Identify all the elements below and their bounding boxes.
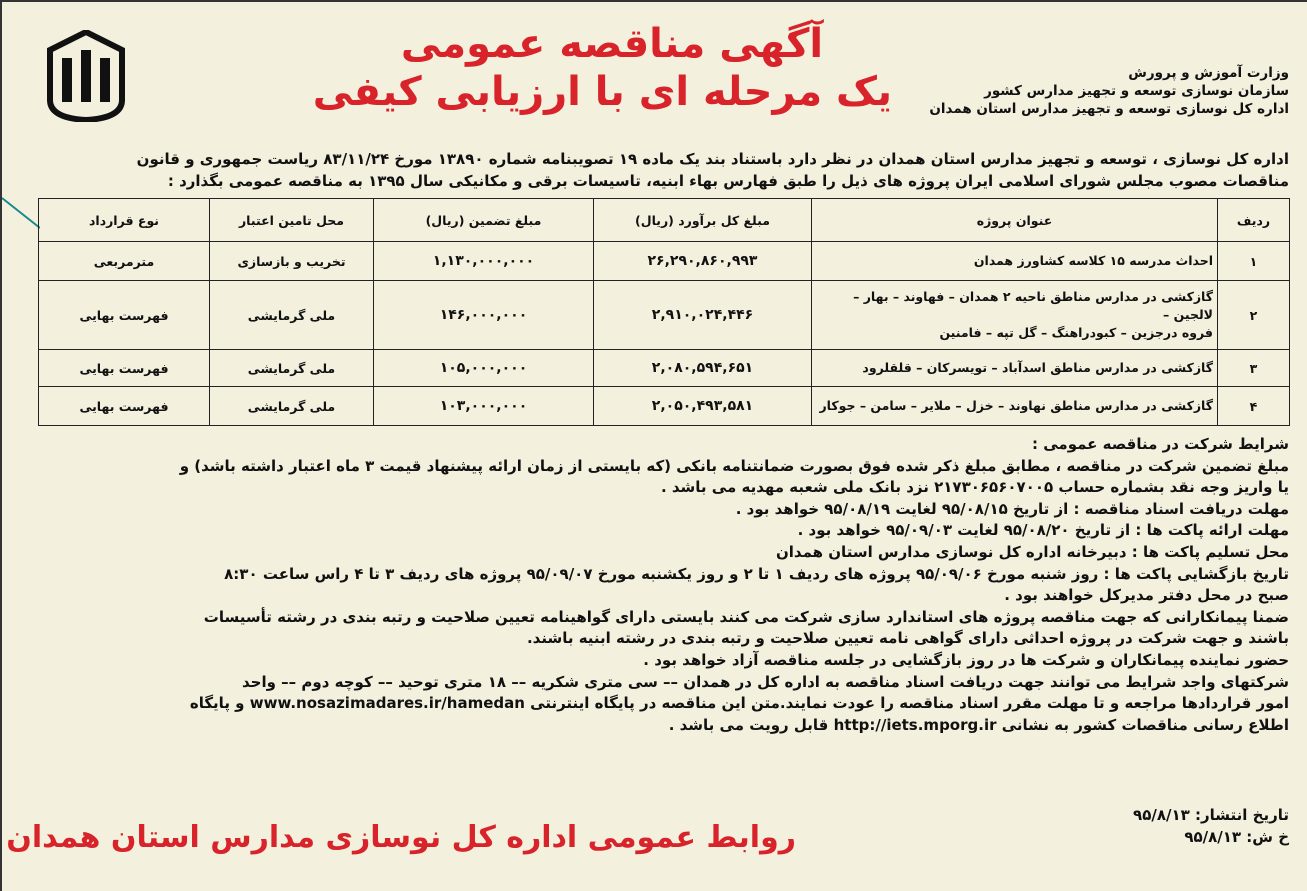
table-row <box>39 387 1290 426</box>
condition-line: مبلغ تضمین شرکت در مناقصه ، مطابق مبلغ ذکر شده فوق بصورت ضمانتنامه بانکی (که بایستی از زمان ارائه پیشنهاد قیمت ۳ ماه اعتبار داشته باشد) و <box>179 456 1289 475</box>
cell-row-number: ۳ <box>1218 350 1290 387</box>
cell-project-title <box>812 387 1218 426</box>
cell-estimate: ۲۶,۲۹۰,۸۶۰,۹۹۳ <box>594 242 812 281</box>
condition-line: تاریخ بازگشایی پاکت ها : روز شنبه مورخ ۹۵/۰۹/۰۶ پروژه های ردیف ۱ تا ۲ و روز یکشنبه مورخ ۹۵/۰۹/۰۷ پروژه های ردیف ۳ تا ۴ راس ساعت ۸:۳۰ <box>224 564 1289 583</box>
condition-line: باشند و جهت شرکت در پروژه احداثی دارای گواهی نامه تعیین صلاحیت و رتبه بندی در رشته ابنیه باشند. <box>526 629 1289 648</box>
cell-contract-type: فهرست بهایی <box>39 350 210 387</box>
cell-estimate: ۲,۰۵۰,۴۹۳,۵۸۱ <box>594 387 812 426</box>
organization-block <box>899 64 1289 118</box>
cell-project-title <box>812 242 1218 281</box>
cell-estimate: ۲,۰۸۰,۵۹۴,۶۵۱ <box>594 350 812 387</box>
org-line-ministry: وزارت آموزش و پرورش <box>1128 65 1289 81</box>
cell-funding: ملی گرمایشی <box>210 387 374 426</box>
publication-date: تاریخ انتشار: ۹۵/۸/۱۳ <box>1133 806 1289 824</box>
org-line-department: اداره کل نوسازی توسعه و تجهیز مدارس استان همدان <box>929 101 1289 117</box>
cell-contract-type: فهرست بهایی <box>39 281 210 350</box>
ministry-logo-icon <box>46 30 126 122</box>
cell-row-number: ۱ <box>1218 242 1290 281</box>
cell-guarantee: ۱۰۵,۰۰۰,۰۰۰ <box>374 350 594 387</box>
cell-funding: ملی گرمایشی <box>210 281 374 350</box>
cell-project-title <box>812 281 1218 350</box>
projects-table <box>38 198 1290 426</box>
cell-guarantee: ۱۰۳,۰۰۰,۰۰۰ <box>374 387 594 426</box>
header-guarantee: مبلغ تضمین (ریال) <box>374 199 594 242</box>
header-funding: محل تامین اعتبار <box>210 199 374 242</box>
org-line-organization: سازمان نوسازی توسعه و تجهیز مدارس کشور <box>984 83 1289 99</box>
title-line-1: آگهی مناقصه عمومی <box>400 21 824 67</box>
table-row <box>39 242 1290 281</box>
project-title-line: گازکشی در مدارس مناطق نهاوند – خزل – ملایر – سامن – جوکار <box>819 398 1213 413</box>
cell-funding: تخریب و بازسازی <box>210 242 374 281</box>
kh-sh-code: خ ش: ۹۵/۸/۱۳ <box>1184 827 1289 846</box>
publication-info <box>1133 805 1289 848</box>
condition-line: اطلاع رسانی مناقصات کشور به نشانی http://iets.mporg.ir قابل رویت می باشد . <box>668 715 1289 734</box>
conditions-heading: شرایط شرکت در مناقصه عمومی : <box>1032 435 1289 453</box>
condition-line: محل تسلیم پاکت ها : دبیرخانه اداره کل نوسازی مدارس استان همدان <box>775 542 1289 561</box>
condition-line: یا واریز وجه نقد بشماره حساب ۲۱۷۳۰۶۵۶۰۷۰۰۵ نزد بانک ملی شعبه مهدیه می باشد . <box>660 478 1289 497</box>
project-title-line: احداث مدرسه ۱۵ کلاسه کشاورز همدان <box>973 253 1213 268</box>
cell-guarantee: ۱۴۶,۰۰۰,۰۰۰ <box>374 281 594 350</box>
title-line-2: یک مرحله ای با ارزیابی کیفی <box>312 69 892 115</box>
intro-line: مناقصات مصوب مجلس شورای اسلامی ایران پروژه های ذیل را طبق فهارس بهاء ابنیه، تاسیسات برقی و مکانیکی سال ۱۳۹۵ به مناقصه عمومی بگذارد : <box>167 172 1289 190</box>
table-row <box>39 350 1290 387</box>
cell-funding: ملی گرمایشی <box>210 350 374 387</box>
notice-title <box>312 20 892 116</box>
cell-estimate: ۲,۹۱۰,۰۲۴,۴۴۶ <box>594 281 812 350</box>
intro-paragraph <box>42 148 1289 192</box>
header-row-number: ردیف <box>1218 199 1290 242</box>
cell-contract-type: مترمربعی <box>39 242 210 281</box>
header-estimate: مبلغ کل برآورد (ریال) <box>594 199 812 242</box>
project-title-line: گازکشی در مدارس مناطق اسدآباد – تویسرکان – قلقلرود <box>862 360 1213 375</box>
intro-line: اداره کل نوسازی ، توسعه و تجهیز مدارس استان همدان در نظر دارد باستناد بند یک ماده ۱۹ تصویبنامه شماره ۱۳۸۹۰ مورخ ۸۳/۱۱/۲۴ ریاست جمهوری و قانون <box>136 150 1289 168</box>
condition-line: مهلت دریافت اسناد مناقصه : از تاریخ ۹۵/۰۸/۱۵ لغایت ۹۵/۰۸/۱۹ خواهد بود . <box>735 499 1289 518</box>
condition-line: امور قراردادها مراجعه و تا مهلت مقرر اسناد مناقصه را عودت نمایند.متن این مناقصه در پایگاه اینترنتی www.nosazimadares.ir/hamedan و پایگاه <box>189 694 1289 713</box>
cell-project-title <box>812 350 1218 387</box>
project-title-line: گازکشی در مدارس مناطق ناحیه ۲ همدان – فهاوند – بهار – لالجین – <box>853 289 1213 322</box>
cell-row-number: ۲ <box>1218 281 1290 350</box>
condition-line: صبح در محل دفتر مدیرکل خواهند بود . <box>1004 586 1289 605</box>
cell-guarantee: ۱,۱۳۰,۰۰۰,۰۰۰ <box>374 242 594 281</box>
conditions-section <box>42 434 1289 736</box>
public-relations-signature: روابط عمومی اداره کل نوسازی مدارس استان همدان <box>6 820 796 855</box>
teal-arrow-marker <box>2 192 40 232</box>
cell-contract-type: فهرست بهایی <box>39 387 210 426</box>
table-row <box>39 281 1290 350</box>
table-header-row <box>39 199 1290 242</box>
header-contract-type: نوع قرارداد <box>39 199 210 242</box>
condition-line: حضور نماینده پیمانکاران و شرکت ها در روز بازگشایی در جلسه مناقصه آزاد خواهد بود . <box>643 650 1289 669</box>
condition-line: مهلت ارائه پاکت ها : از تاریخ ۹۵/۰۸/۲۰ لغایت ۹۵/۰۹/۰۳ خواهد بود . <box>797 521 1289 540</box>
condition-line: شرکتهای واجد شرایط می توانند جهت دریافت اسناد مناقصه به اداره کل در همدان –– سی متری شکریه –– ۱۸ متری توحید –– کوچه دوم –– واحد <box>242 672 1289 691</box>
header-project-title: عنوان پروژه <box>812 199 1218 242</box>
project-title-line: فروه درجزین – کبودراهنگ – گل تپه – فامنین <box>939 325 1213 340</box>
condition-line: ضمنا پیمانکارانی که جهت مناقصه پروژه های استاندارد سازی شرکت می کنند بایستی دارای گواهینامه تعیین صلاحیت و رتبه بندی در رشته تأسیسات <box>203 607 1289 626</box>
cell-row-number: ۴ <box>1218 387 1290 426</box>
